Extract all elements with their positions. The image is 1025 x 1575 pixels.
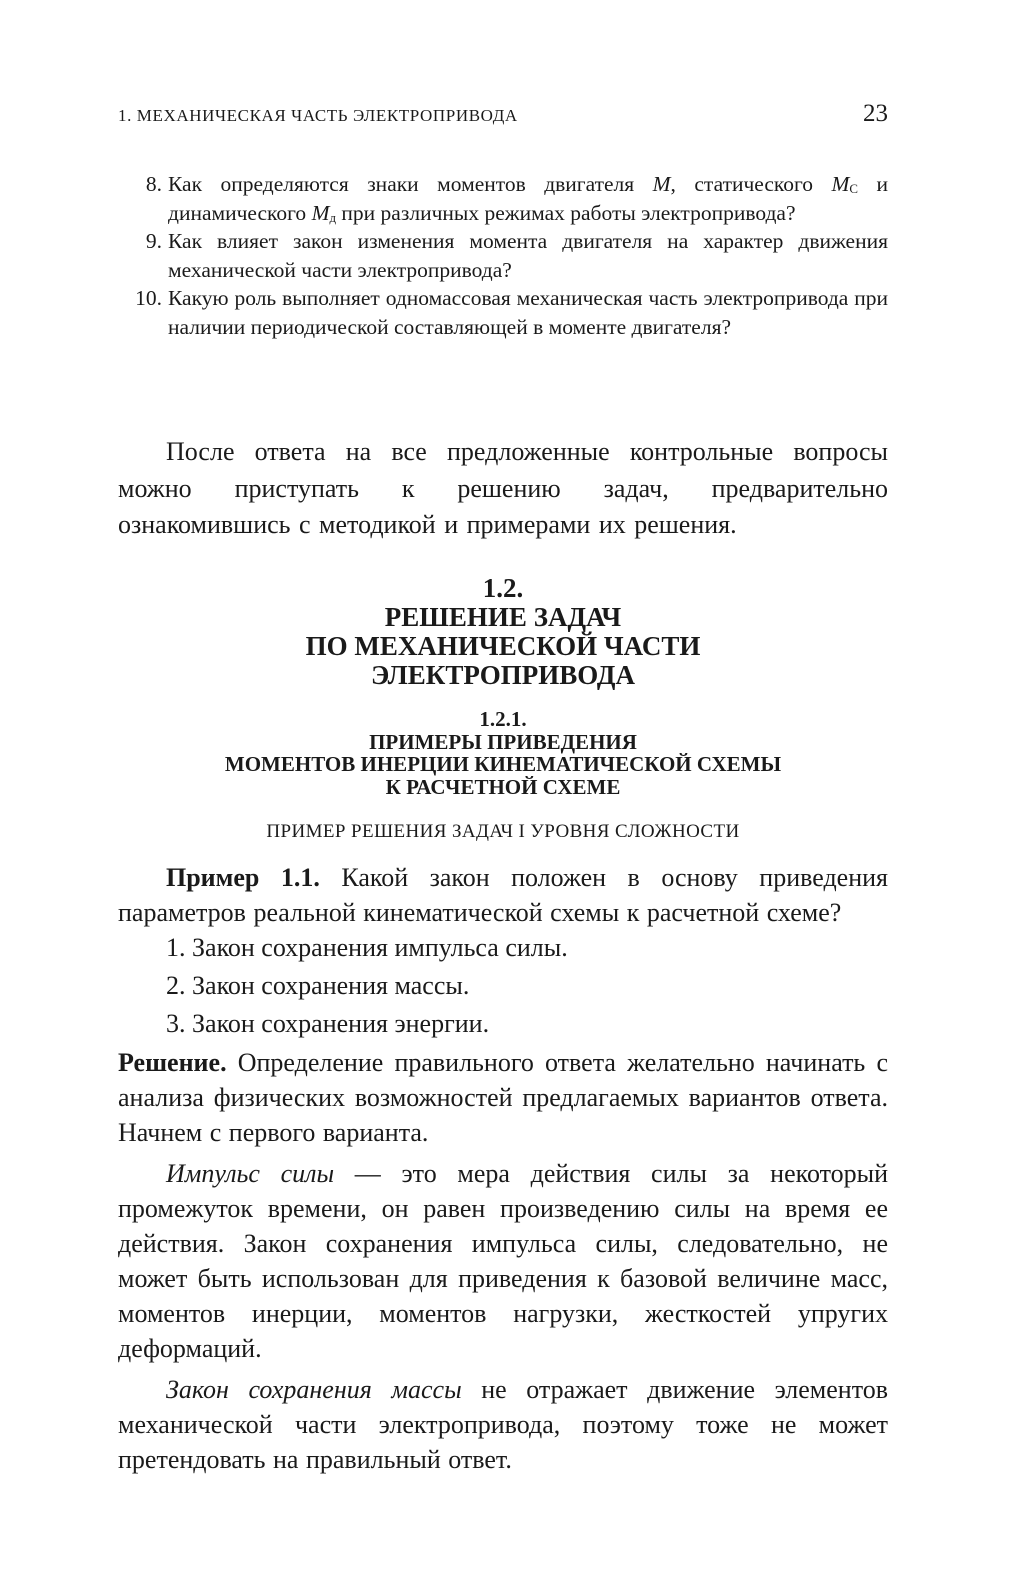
answer-option: 2. Закон сохранения массы.: [166, 971, 470, 1000]
question-text: Как определяются знаки моментов двигателя M, статического $M_С$ и динамического $M_д$ при различных режимах работы электропривода?: [168, 172, 888, 225]
section-heading: [118, 574, 888, 690]
term-impulse: Импульс силы: [166, 1159, 335, 1188]
section-number: 1.2.: [482, 573, 524, 603]
subsection-title-line: МОМЕНТОВ ИНЕРЦИИ КИНЕМАТИЧЕСКОЙ СХЕМЫ: [224, 752, 782, 776]
example-label: Пример 1.1.: [166, 863, 320, 892]
subsection-title-line: ПРИМЕРЫ ПРИВЕДЕНИЯ: [369, 729, 637, 754]
answer-option: 1. Закон сохранения импульса силы.: [166, 933, 568, 962]
question-item: [118, 227, 888, 284]
solution-label: Решение.: [118, 1048, 227, 1077]
example-body: [118, 860, 888, 1483]
impulse-paragraph: Импульс силы — это мера действия силы за некоторый промежуток времени, он равен произведению силы на время ее действия. Закон сохранения импульса силы, следовательно, не может быть использован для приведения к базовой величине масс, моментов инерции, моментов нагрузки, жесткостей упругих деформаций.: [118, 1159, 888, 1363]
subsection-number: 1.2.1.: [479, 707, 527, 731]
subsection-title-line: К РАСЧЕТНОЙ СХЕМЕ: [385, 774, 621, 799]
question-text: Как влияет закон изменения момента двигателя на характер движения механической части электропривода?: [168, 229, 888, 282]
subsection-heading: [118, 708, 888, 798]
page-number: 23: [863, 100, 888, 127]
running-head: [118, 100, 888, 134]
chapter-running-title: 1. МЕХАНИЧЕСКАЯ ЧАСТЬ ЭЛЕКТРОПРИВОДА: [118, 106, 518, 125]
closing-paragraph: После ответа на все предложенные контрольные вопросы можно приступать к решению задач, предварительно ознакомившись с методикой и примерами их решения.: [118, 437, 888, 539]
question-number: 10.: [135, 286, 162, 310]
answer-option: 3. Закон сохранения энергии.: [166, 1009, 490, 1038]
question-text: Какую роль выполняет одномассовая механическая часть электропривода при наличии периодической составляющей в моменте двигателя?: [168, 286, 888, 339]
section-title-line: РЕШЕНИЕ ЗАДАЧ: [384, 602, 622, 632]
mass-conservation-paragraph: Закон сохранения массы не отражает движение элементов механической части электропривода, поэтому тоже не может претендовать на правильный ответ.: [118, 1375, 889, 1474]
difficulty-level-heading: ПРИМЕР РЕШЕНИЯ ЗАДАЧ I УРОВНЯ СЛОЖНОСТИ: [266, 821, 740, 842]
section-title-line: ЭЛЕКТРОПРИВОДА: [371, 660, 635, 690]
question-item: [118, 284, 888, 341]
question-item: [118, 170, 888, 227]
control-questions-list: [118, 170, 888, 341]
solution-paragraph: Решение. Определение правильного ответа желательно начинать с анализа физических возможностей предлагаемых вариантов ответа. Начнем с первого варианта.: [118, 1048, 888, 1147]
question-number: 8.: [145, 172, 162, 196]
term-mass-conservation: Закон сохранения массы: [166, 1375, 462, 1404]
section-title-line: ПО МЕХАНИЧЕСКОЙ ЧАСТИ: [305, 631, 701, 661]
question-number: 9.: [145, 229, 162, 253]
example-question: Пример 1.1. Какой закон положен в основу приведения параметров реальной кинематической схемы к расчетной схеме?: [118, 863, 888, 927]
